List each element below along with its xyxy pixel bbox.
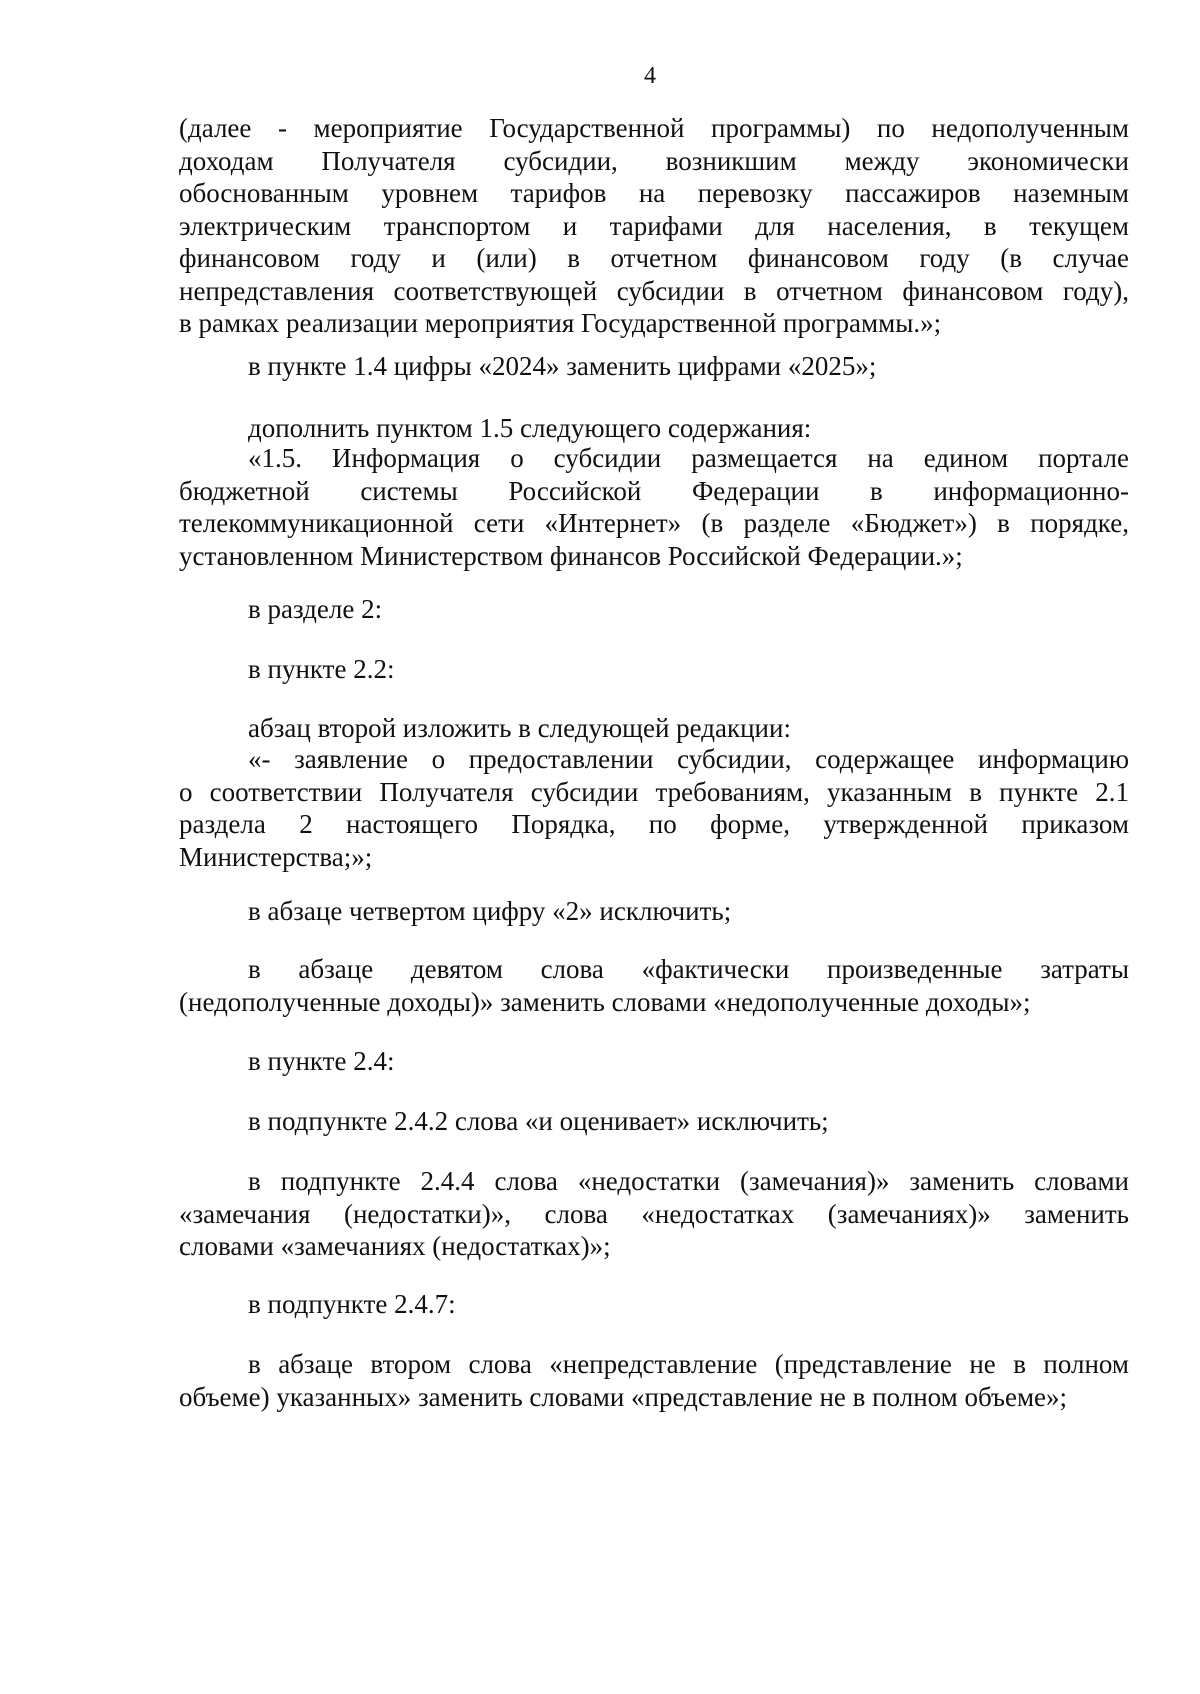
paragraph-add-1-5: дополнить пунктом 1.5 следующего содержания: — [248, 413, 812, 443]
intro-paragraph — [179, 112, 1129, 340]
text-line: (недополученные доходы)» заменить словами «недополученные доходы»; — [179, 986, 1031, 1017]
text-line: телекоммуникационной сети «Интернет» (в разделе «Бюджет») в порядке, — [179, 508, 1129, 538]
paragraph-abz-9 — [179, 953, 1129, 1018]
text-line: «1.5. Информация о субсидии размещается на едином портале — [248, 443, 1129, 473]
text-line: обоснованным уровнем тарифов на перевозку пассажиров наземным — [179, 178, 1129, 208]
text-line: словами «замечаниях (недостатках)»; — [179, 1231, 611, 1261]
text-line: объеме) указанных» заменить словами «представление не в полном объеме»; — [179, 1381, 1068, 1412]
paragraph-section-2: в разделе 2: — [248, 594, 383, 624]
text-line: в подпункте 2.4.4 слова «недостатки (замечания)» заменить словами — [248, 1166, 1129, 1196]
paragraph-item-1-4: в пункте 1.4 цифры «2024» заменить цифрами «2025»; — [248, 351, 877, 381]
text-line: в абзаце втором слова «непредставление (представление не в полном — [248, 1349, 1129, 1379]
paragraph-sub-2-4-4 — [179, 1165, 1129, 1263]
text-line: доходам Получателя субсидии, возникшим между экономически — [179, 145, 1129, 176]
text-line: (далее - мероприятие Государственной программы) по недополученным — [179, 113, 1129, 143]
text-line: непредставления соответствующей субсидии в отчетном финансовом году), — [179, 275, 1129, 306]
paragraph-item-2-4: в пункте 2.4: — [248, 1046, 395, 1076]
paragraph-1-5-text — [179, 442, 1129, 572]
text-line: в абзаце девятом слова «фактически произведенные затраты — [248, 954, 1129, 984]
text-line: финансовом году и (или) в отчетном финансовом году (в случае — [179, 243, 1129, 273]
paragraph-abz-2-sub — [179, 1348, 1129, 1413]
text-line: о соответствии Получателя субсидии требованиям, указанным в пункте 2.1 — [179, 776, 1129, 807]
text-line: «- заявление о предоставлении субсидии, содержащее информацию — [248, 744, 1129, 774]
paragraph-item-2-2: в пункте 2.2: — [248, 654, 395, 684]
paragraph-sub-2-4-7: в подпункте 2.4.7: — [248, 1289, 456, 1319]
paragraph-abz-2: абзац второй изложить в следующей редакции: — [248, 713, 791, 743]
page-number: 4 — [644, 63, 656, 89]
text-line: «замечания (недостатки)», слова «недостатках (замечаниях)» заменить — [179, 1198, 1129, 1229]
text-line: Министерства;»; — [179, 841, 373, 872]
paragraph-abz-4: в абзаце четвертом цифру «2» исключить; — [248, 896, 732, 926]
text-line: установленном Министерством финансов Российской Федерации.»; — [179, 540, 963, 571]
paragraph-sub-2-4-2: в подпункте 2.4.2 слова «и оценивает» исключить; — [248, 1106, 829, 1136]
paragraph-abz-2-text — [179, 743, 1129, 873]
text-line: в рамках реализации мероприятия Государственной программы.»; — [179, 308, 942, 338]
text-line: раздела 2 настоящего Порядка, по форме, утвержденной приказом — [179, 809, 1129, 839]
text-line: электрическим транспортом и тарифами для населения, в текущем — [179, 210, 1129, 241]
text-line: бюджетной системы Российской Федерации в информационно- — [179, 475, 1129, 506]
